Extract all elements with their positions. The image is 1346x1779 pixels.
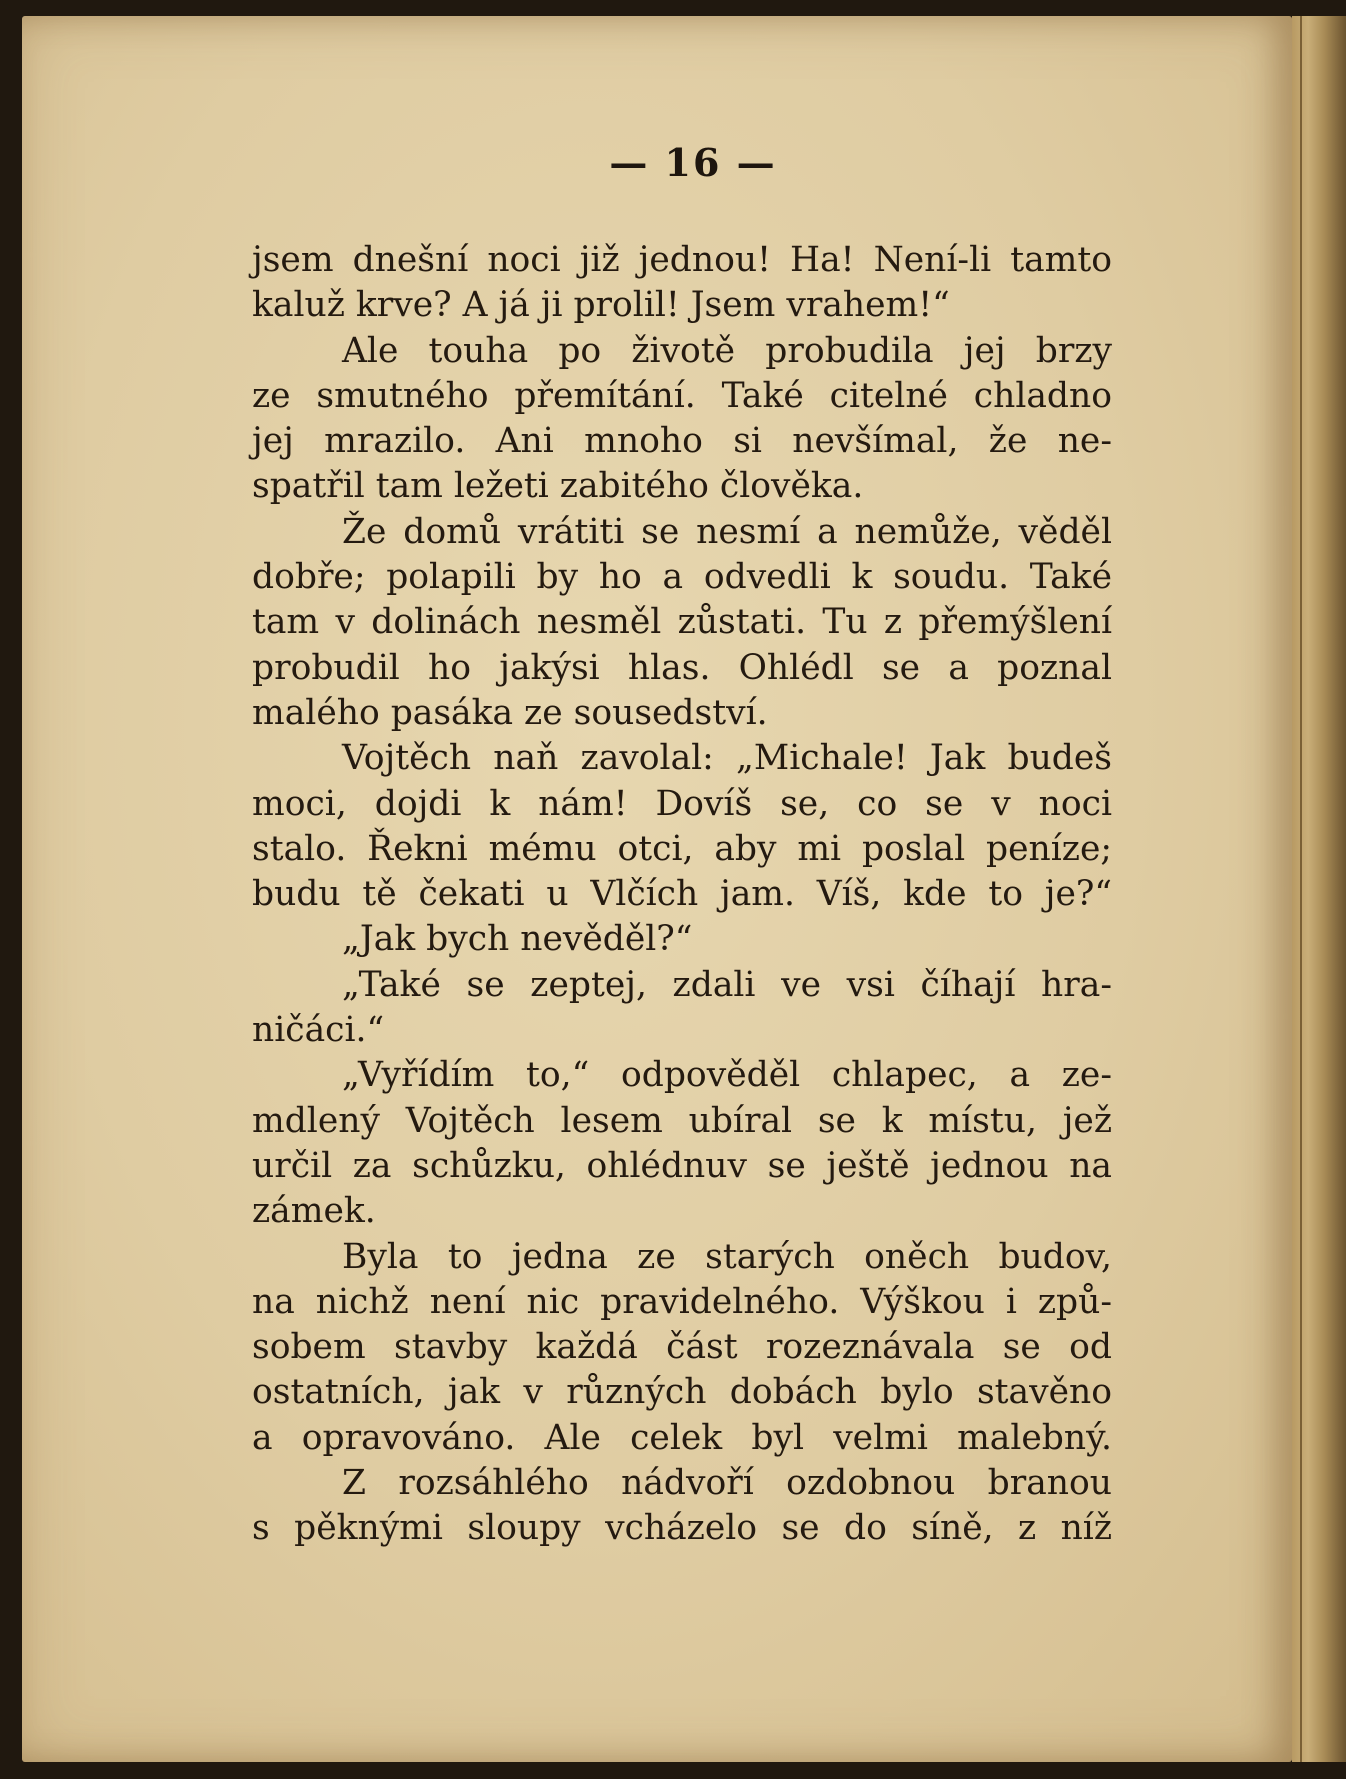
text-line: Ale touha po životě probudila jej brzy xyxy=(342,330,1112,371)
text-line: s pěknými sloupy vcházelo se do síně, z níž xyxy=(252,1508,1112,1549)
body-text xyxy=(252,238,1112,1552)
text-line: určil za schůzku, ohlédnuv se ještě jednou na xyxy=(252,1145,1112,1186)
text-line: Vojtěch naň zavolal: „Michale! Jak budeš xyxy=(342,738,1112,779)
text-line: ostatních, jak v různých dobách bylo stavěno xyxy=(252,1372,1112,1413)
text-line: „Také se zeptej, zdali ve vsi číhají hra- xyxy=(342,964,1112,1005)
text-line: na nichž není nic pravidelného. Výškou i způ- xyxy=(252,1281,1112,1322)
text-line: malého pasáka ze sousedství. xyxy=(252,692,768,733)
text-line: a opravováno. Ale celek byl velmi malebný. xyxy=(252,1417,1112,1458)
text-line: mdlený Vojtěch lesem ubíral se k místu, jež xyxy=(252,1100,1112,1141)
text-line: Byla to jedna ze starých oněch budov, xyxy=(342,1236,1112,1277)
text-line: ze smutného přemítání. Také citelné chladno xyxy=(252,375,1112,416)
text-line: stalo. Řekni mému otci, aby mi poslal peníze; xyxy=(252,828,1112,869)
text-line: Že domů vrátiti se nesmí a nemůže, věděl xyxy=(342,511,1112,552)
text-line: Z rozsáhlého nádvoří ozdobnou branou xyxy=(342,1463,1112,1504)
text-line: spatřil tam ležeti zabitého člověka. xyxy=(252,466,864,507)
text-line: kaluž krve? A já ji prolil! Jsem vrahem!“ xyxy=(252,285,950,326)
text-line: ničáci.“ xyxy=(252,1010,385,1051)
text-line: probudil ho jakýsi hlas. Ohlédl se a poznal xyxy=(252,647,1112,688)
text-line: „Vyřídím to,“ odpověděl chlapec, a ze- xyxy=(342,1055,1112,1096)
text-line: dobře; polapili by ho a odvedli k soudu. Také xyxy=(252,557,1112,598)
text-line: budu tě čekati u Vlčích jam. Víš, kde to je?“ xyxy=(252,874,1112,915)
text-line: moci, dojdi k nám! Dovíš se, co se v noci xyxy=(252,783,1112,824)
text-line: tam v dolinách nesměl zůstati. Tu z přemýšlení xyxy=(252,602,1112,643)
spine-divider xyxy=(1300,16,1302,1762)
text-line: sobem stavby každá část rozeznávala se od xyxy=(252,1327,1112,1368)
page-number: — 16 — xyxy=(609,140,777,185)
text-line: jsem dnešní noci již jednou! Ha! Není-li tamto xyxy=(252,240,1112,280)
text-line: jej mrazilo. Ani mnoho si nevšímal, že ne- xyxy=(252,421,1112,462)
text-line: zámek. xyxy=(252,1191,376,1232)
text-line: „Jak bych nevěděl?“ xyxy=(342,919,693,960)
